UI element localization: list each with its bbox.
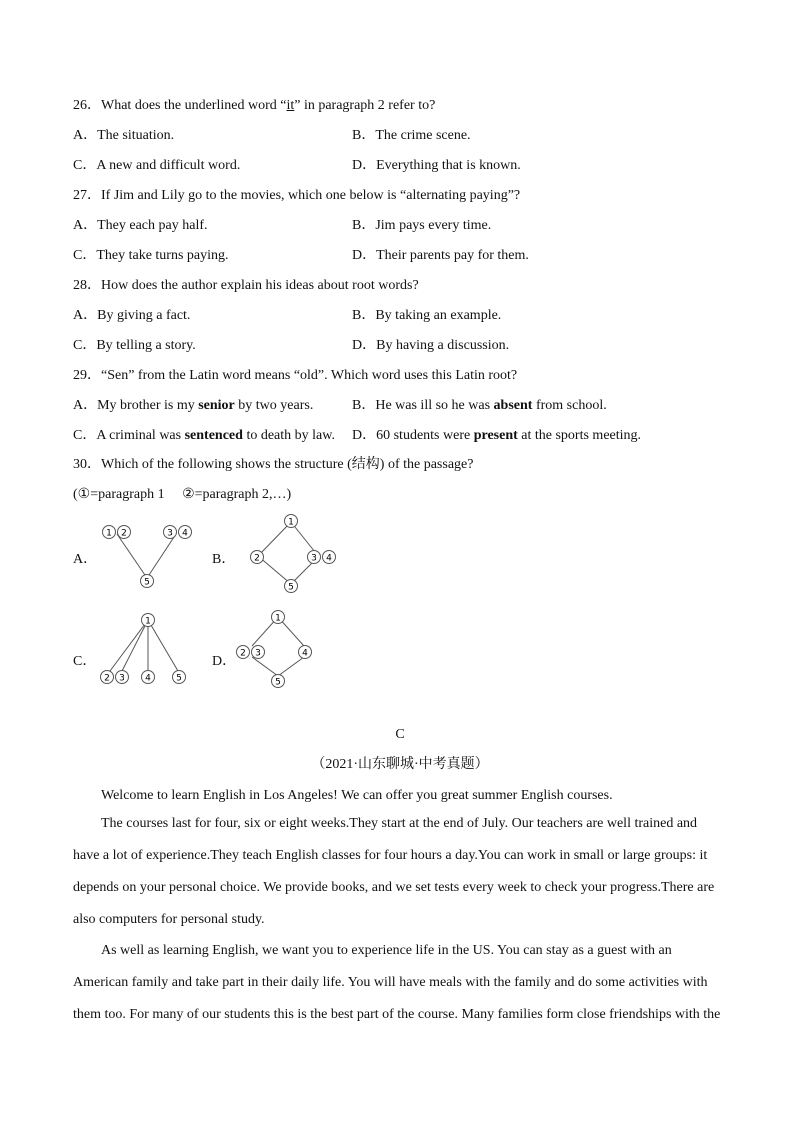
svg-text:4: 4 (182, 528, 188, 539)
svg-text:2: 2 (121, 528, 127, 539)
node-1 (285, 515, 298, 528)
node-4 (299, 646, 312, 659)
bold-word: sentenced (184, 428, 243, 443)
node-2 (101, 671, 114, 684)
svg-text:5: 5 (275, 677, 281, 688)
passage-line-7: American family and take part in their daily life. You will have meals with the family and do some activities with (73, 975, 708, 990)
question-28: 28．How does the author explain his ideas about root words? (73, 278, 419, 293)
svg-text:5: 5 (288, 582, 294, 593)
node-3 (116, 671, 129, 684)
option-30-c-label[interactable]: C． (73, 654, 97, 669)
option-29-b[interactable] (352, 397, 607, 415)
svg-text:2: 2 (254, 553, 260, 564)
option-text: at the sports meeting. (517, 428, 642, 443)
question-text: What does the underlined word “ (101, 98, 287, 113)
question-29: 29．“Sen” from the Latin word means “old”. Which word uses this Latin root? (73, 368, 518, 383)
node-4 (179, 526, 192, 539)
diagram-d[interactable] (232, 606, 322, 690)
diagram-a[interactable] (100, 524, 196, 590)
option-text: B．He was ill so he was (352, 398, 494, 413)
passage-line-4: depends on your personal choice. We provide books, and we set tests every week to check your progress.There are (73, 880, 715, 895)
passage-line-1: Welcome to learn English in Los Angeles! We can offer you great summer English courses. (101, 788, 613, 803)
option-text: from school. (532, 398, 607, 413)
question-26 (73, 97, 435, 115)
legend-text: (①=paragraph 1 ②=paragraph 2,…) (73, 487, 292, 502)
question-number: 26． (73, 98, 101, 113)
option-text: to death by law. (242, 428, 335, 443)
svg-text:3: 3 (167, 528, 173, 539)
option-27-c[interactable]: C．They take turns paying. (73, 248, 229, 263)
underlined-word: it (286, 98, 295, 113)
svg-text:5: 5 (144, 577, 150, 588)
option-text: D．60 students were (352, 428, 474, 443)
svg-text:4: 4 (302, 648, 308, 659)
passage-line-2: The courses last for four, six or eight weeks.They start at the end of July. Our teachers are well trained and (101, 816, 698, 831)
node-5 (173, 671, 186, 684)
passage-line-3: have a lot of experience.They teach English classes for four hours a day.You can work in small or large groups: it (73, 848, 708, 863)
option-30-a-label[interactable]: A． (73, 552, 98, 567)
option-text: A．My brother is my (73, 398, 199, 413)
node-1 (142, 614, 155, 627)
svg-text:3: 3 (255, 648, 261, 659)
node-5 (141, 575, 154, 588)
option-28-d[interactable]: D．By having a discussion. (352, 338, 510, 353)
question-27: 27．If Jim and Lily go to the movies, which one below is “alternating paying”? (73, 188, 521, 203)
option-29-c[interactable] (73, 427, 335, 445)
node-1 (272, 611, 285, 624)
diagram-b[interactable] (245, 512, 341, 594)
option-text: C．A criminal was (73, 428, 185, 443)
node-1 (103, 526, 116, 539)
option-29-a[interactable] (73, 397, 313, 415)
passage-line-6: As well as learning English, we want you to experience life in the US. You can stay as a guest with an (101, 943, 672, 958)
svg-text:3: 3 (311, 553, 317, 564)
node-5 (285, 580, 298, 593)
node-3 (252, 646, 265, 659)
option-text: by two years. (234, 398, 314, 413)
option-27-b[interactable]: B．Jim pays every time. (352, 218, 492, 233)
node-3 (308, 551, 321, 564)
option-26-b[interactable]: B．The crime scene. (352, 128, 471, 143)
node-4 (142, 671, 155, 684)
option-29-d[interactable] (352, 427, 641, 445)
node-5 (272, 675, 285, 688)
node-3 (164, 526, 177, 539)
svg-text:3: 3 (119, 673, 125, 684)
svg-text:1: 1 (145, 616, 151, 627)
bold-word: senior (198, 398, 235, 413)
option-28-a[interactable]: A．By giving a fact. (73, 308, 191, 323)
svg-text:4: 4 (145, 673, 151, 684)
passage-line-5: also computers for personal study. (73, 912, 265, 927)
svg-text:1: 1 (288, 517, 294, 528)
svg-text:2: 2 (104, 673, 110, 684)
svg-text:1: 1 (275, 613, 281, 624)
node-4 (323, 551, 336, 564)
node-2 (118, 526, 131, 539)
svg-text:2: 2 (240, 648, 246, 659)
diagram-c[interactable] (96, 610, 192, 690)
option-26-c[interactable]: C．A new and difficult word. (73, 158, 241, 173)
option-26-d[interactable]: D．Everything that is known. (352, 158, 521, 173)
option-30-b-label[interactable]: B． (212, 552, 236, 567)
node-2 (237, 646, 250, 659)
bold-word: present (473, 428, 518, 443)
section-letter: C (395, 727, 405, 742)
option-27-a[interactable]: A．They each pay half. (73, 218, 208, 233)
option-27-d[interactable]: D．Their parents pay for them. (352, 248, 529, 263)
passage-line-8: them too. For many of our students this is the best part of the course. Many families form close friendships with the (73, 1007, 721, 1022)
question-text: ” in paragraph 2 refer to? (294, 98, 436, 113)
node-2 (251, 551, 264, 564)
svg-text:1: 1 (106, 528, 112, 539)
option-28-c[interactable]: C．By telling a story. (73, 338, 196, 353)
bold-word: absent (493, 398, 533, 413)
svg-text:5: 5 (176, 673, 182, 684)
option-26-a[interactable]: A．The situation. (73, 128, 175, 143)
option-30-d-label[interactable]: D． (212, 654, 237, 669)
section-source: （2021·山东聊城·中考真题） (311, 757, 489, 772)
option-28-b[interactable]: B．By taking an example. (352, 308, 502, 323)
question-30: 30．Which of the following shows the structure (结构) of the passage? (73, 457, 474, 472)
svg-text:4: 4 (326, 553, 332, 564)
